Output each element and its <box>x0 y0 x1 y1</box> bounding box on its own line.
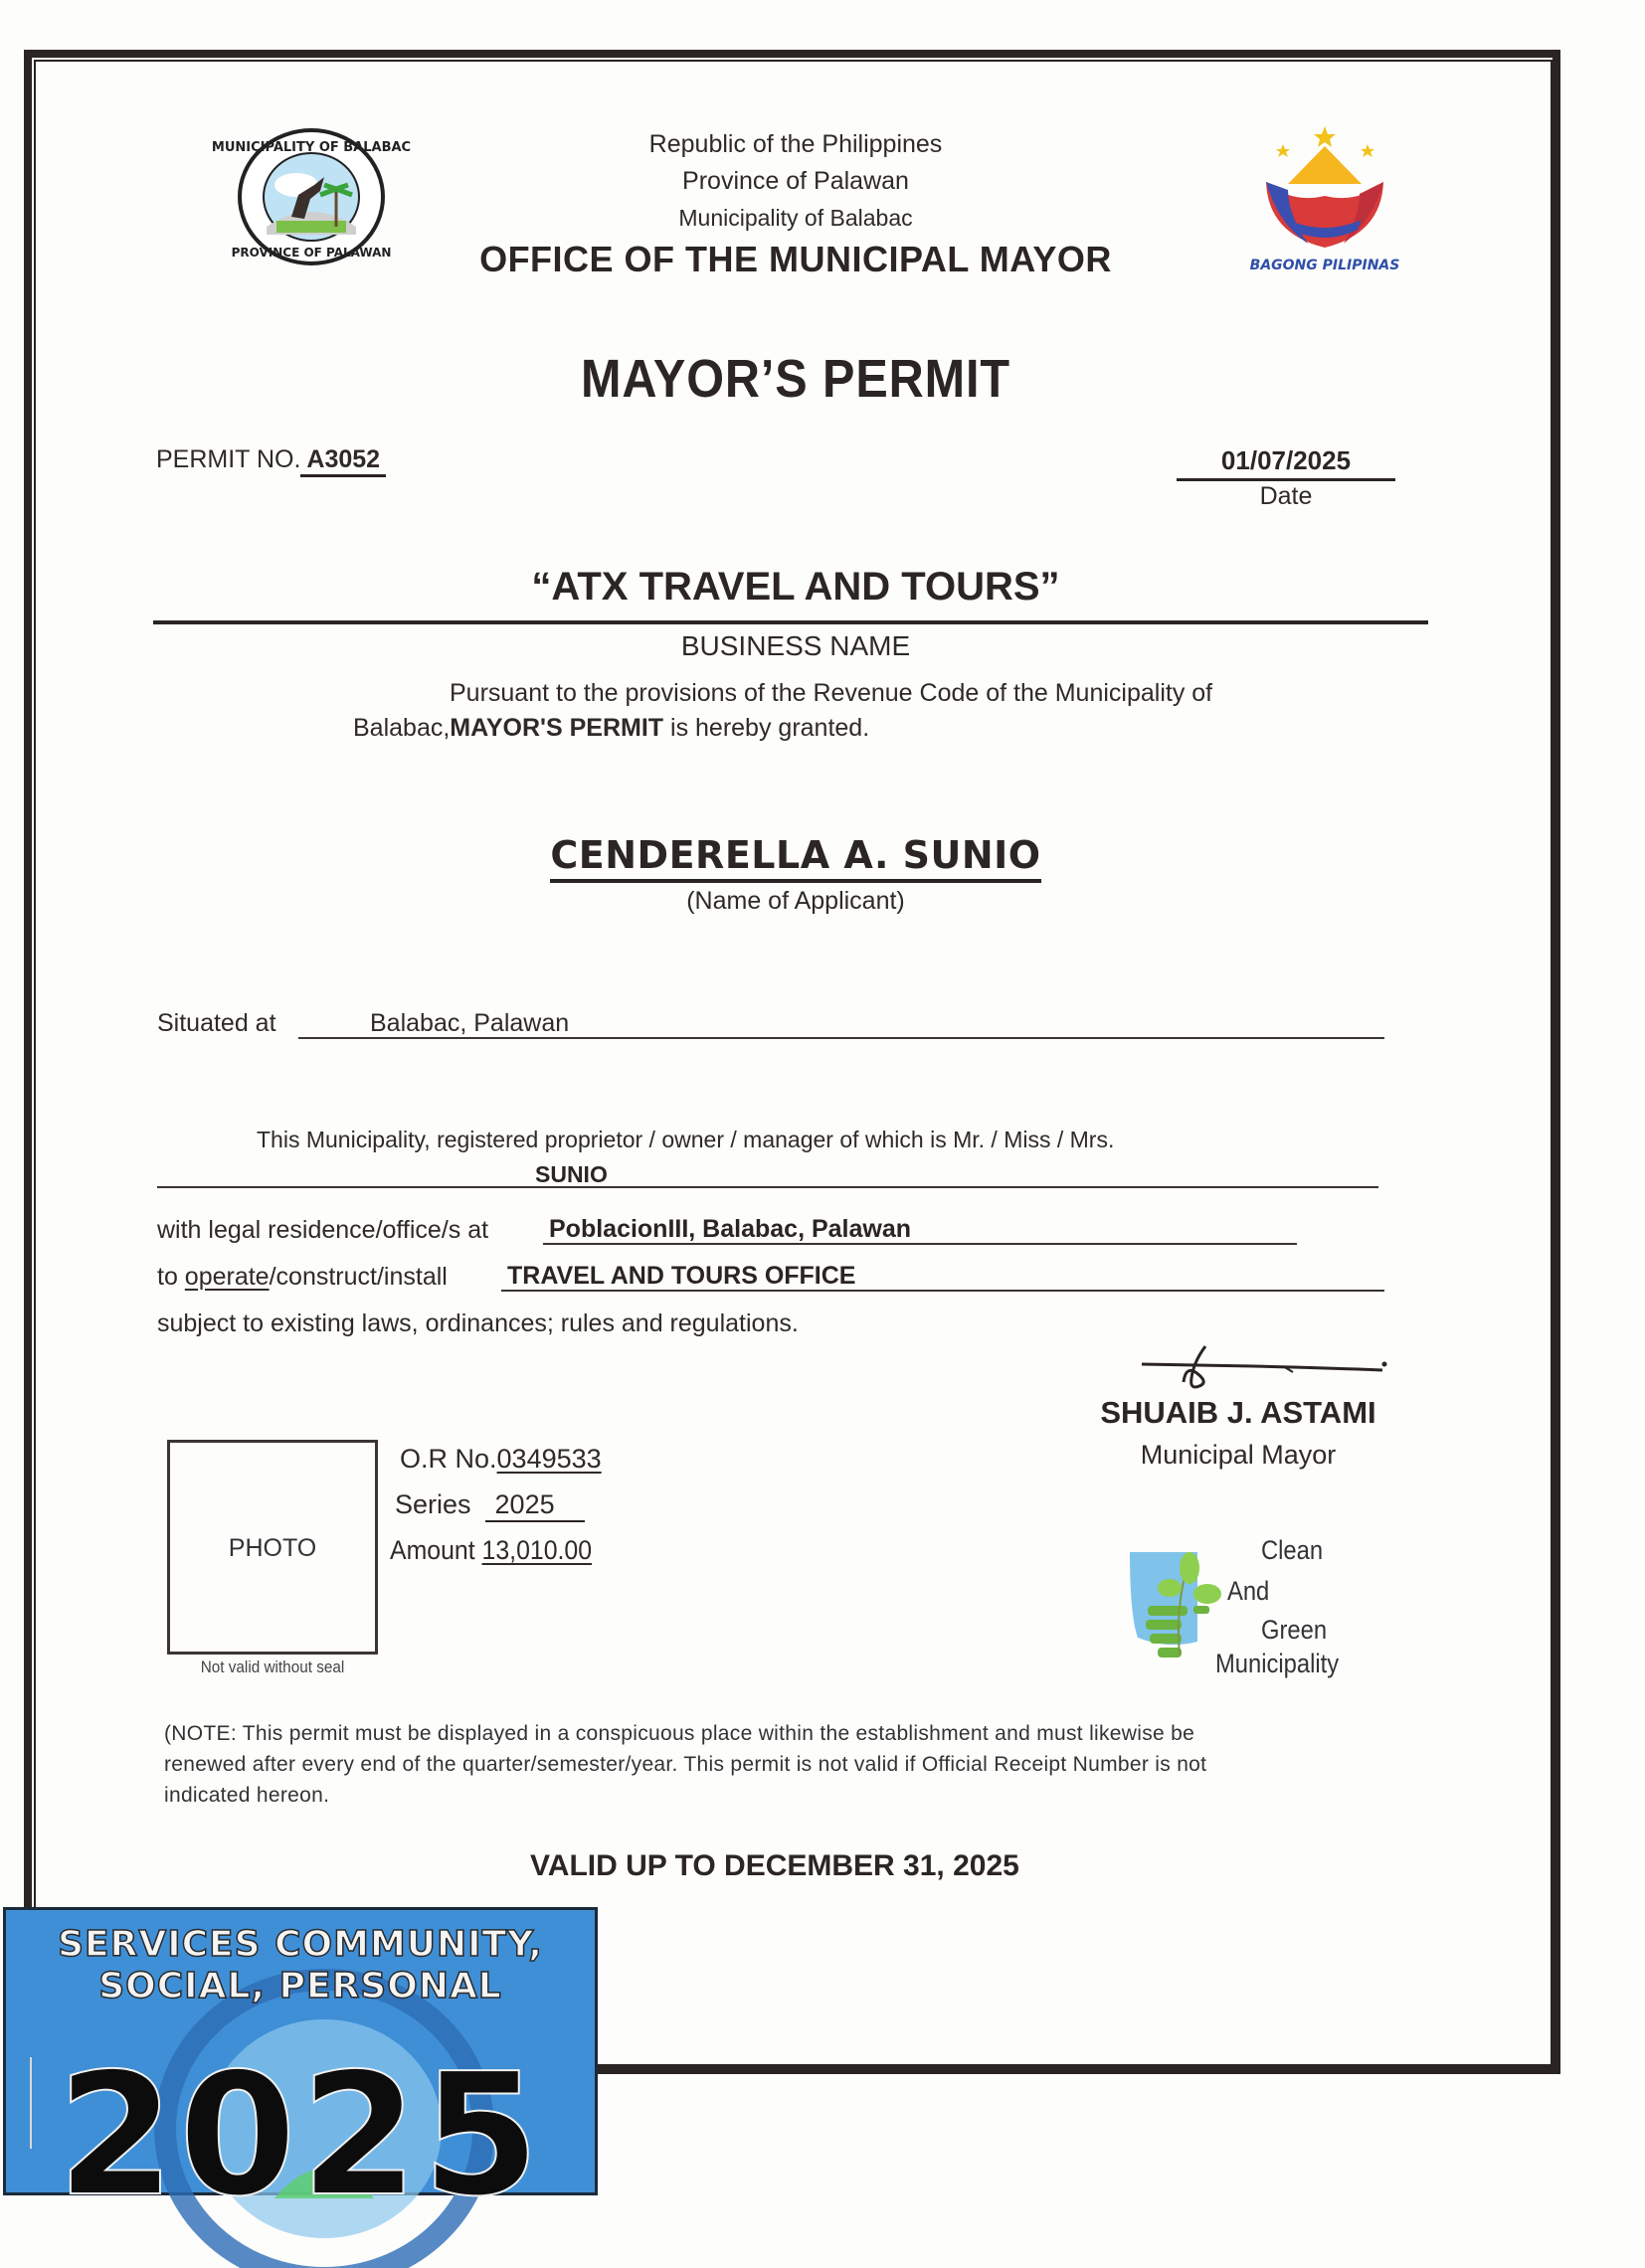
business-name-rule <box>153 620 1428 624</box>
amount-label: Amount <box>390 1535 475 1565</box>
validity-text: VALID UP TO DECEMBER 31, 2025 <box>530 1849 1019 1882</box>
sticker-line2: SOCIAL, PERSONAL <box>98 1966 502 2006</box>
residence-label: with legal residence/office/s at <box>157 1216 489 1244</box>
bagong-pilipinas-text: BAGONG PILIPINAS <box>1249 258 1400 273</box>
header-municipality: Municipality of Balabac <box>678 205 913 231</box>
mayor-name: SHUAIB J. ASTAMI <box>1100 1395 1376 1430</box>
note-line2: renewed after every end of the quarter/semester/year. This permit is not valid if Official Receipt Number is not <box>164 1753 1207 1776</box>
clean-green-line2: And <box>1227 1576 1270 1606</box>
sticker-year: 2025 <box>57 2037 544 2234</box>
proprietor-rule <box>157 1186 1378 1188</box>
grant-text-line1: Pursuant to the provisions of the Revenue Code of the Municipality of <box>450 679 1213 707</box>
sticker-line1: SERVICES COMMUNITY, <box>58 1924 543 1965</box>
grant-text-line2 <box>353 714 869 743</box>
business-name: “ATX TRAVEL AND TOURS” <box>531 565 1060 609</box>
bagong-pilipinas-logo <box>1248 124 1402 273</box>
permit-note <box>164 1718 1437 1811</box>
proprietor-value: SUNIO <box>535 1161 608 1187</box>
grant-bold: MAYOR'S PERMIT <box>450 714 664 742</box>
permit-number-label: PERMIT NO. <box>156 445 301 473</box>
applicant-name-wrap <box>398 833 1193 877</box>
permit-number-field <box>156 445 386 477</box>
seal-text-top: MUNICIPALITY OF BALABAC <box>211 140 412 155</box>
business-sticker-2025 <box>3 1907 598 2234</box>
series-label: Series <box>395 1489 471 1519</box>
permit-date-label: Date <box>1259 482 1313 510</box>
proprietor-line: This Municipality, registered proprietor / owner / manager of which is Mr. / Miss / Mrs. <box>257 1127 1115 1152</box>
applicant-name: CENDERELLA A. SUNIO <box>550 833 1040 883</box>
staple-mark <box>30 2057 32 2149</box>
amount-value: 13,010.00 <box>481 1535 593 1565</box>
note-line3: indicated hereon. <box>164 1784 330 1807</box>
mayor-signature <box>1134 1342 1392 1402</box>
grant-prefix: Balabac, <box>353 714 451 742</box>
clean-green-line3: Green <box>1261 1615 1328 1645</box>
header-republic: Republic of the Philippines <box>648 130 943 158</box>
series-value: 2025 <box>485 1489 585 1522</box>
or-label: O.R No. <box>400 1444 497 1474</box>
permit-number-value: A3052 <box>300 445 386 477</box>
mayor-title: Municipal Mayor <box>1140 1440 1337 1470</box>
operate-value: TRAVEL AND TOURS OFFICE <box>507 1262 856 1290</box>
grant-suffix: is hereby granted. <box>663 714 870 742</box>
operate-suffix: /construct/install <box>269 1263 448 1291</box>
operate-label <box>157 1263 448 1292</box>
series-field <box>395 1489 585 1522</box>
operate-word: operate <box>184 1263 270 1291</box>
municipal-seal-logo <box>211 127 412 266</box>
header-province: Province of Palawan <box>682 167 909 195</box>
amount-field <box>390 1535 592 1566</box>
office-title: OFFICE OF THE MUNICIPAL MAYOR <box>479 239 1112 279</box>
subject-line: subject to existing laws, ordinances; rules and regulations. <box>157 1309 799 1337</box>
document-title: MAYOR’S PERMIT <box>580 349 1011 409</box>
photo-placeholder <box>167 1440 378 1655</box>
or-value: 0349533 <box>496 1444 602 1474</box>
operate-prefix: to <box>157 1263 185 1291</box>
photo-caption: Not valid without seal <box>200 1657 345 1676</box>
situated-label: Situated at <box>157 1009 276 1037</box>
permit-date-value: 01/07/2025 <box>1177 445 1395 481</box>
clean-green-logo <box>1128 1546 1227 1663</box>
situated-value: Balabac, Palawan <box>370 1009 570 1037</box>
or-number-field <box>400 1444 602 1475</box>
note-line1: (NOTE: This permit must be displayed in a conspicuous place within the establishment and must likewise be <box>164 1722 1195 1745</box>
applicant-label: (Name of Applicant) <box>686 887 905 915</box>
clean-green-line1: Clean <box>1261 1535 1324 1565</box>
clean-green-line4: Municipality <box>1215 1649 1340 1678</box>
photo-label: PHOTO <box>228 1534 317 1562</box>
residence-value: PoblacionIII, Balabac, Palawan <box>549 1215 912 1243</box>
seal-text-bottom: PROVINCE OF PALAWAN <box>231 246 392 260</box>
business-name-label: BUSINESS NAME <box>680 630 911 661</box>
